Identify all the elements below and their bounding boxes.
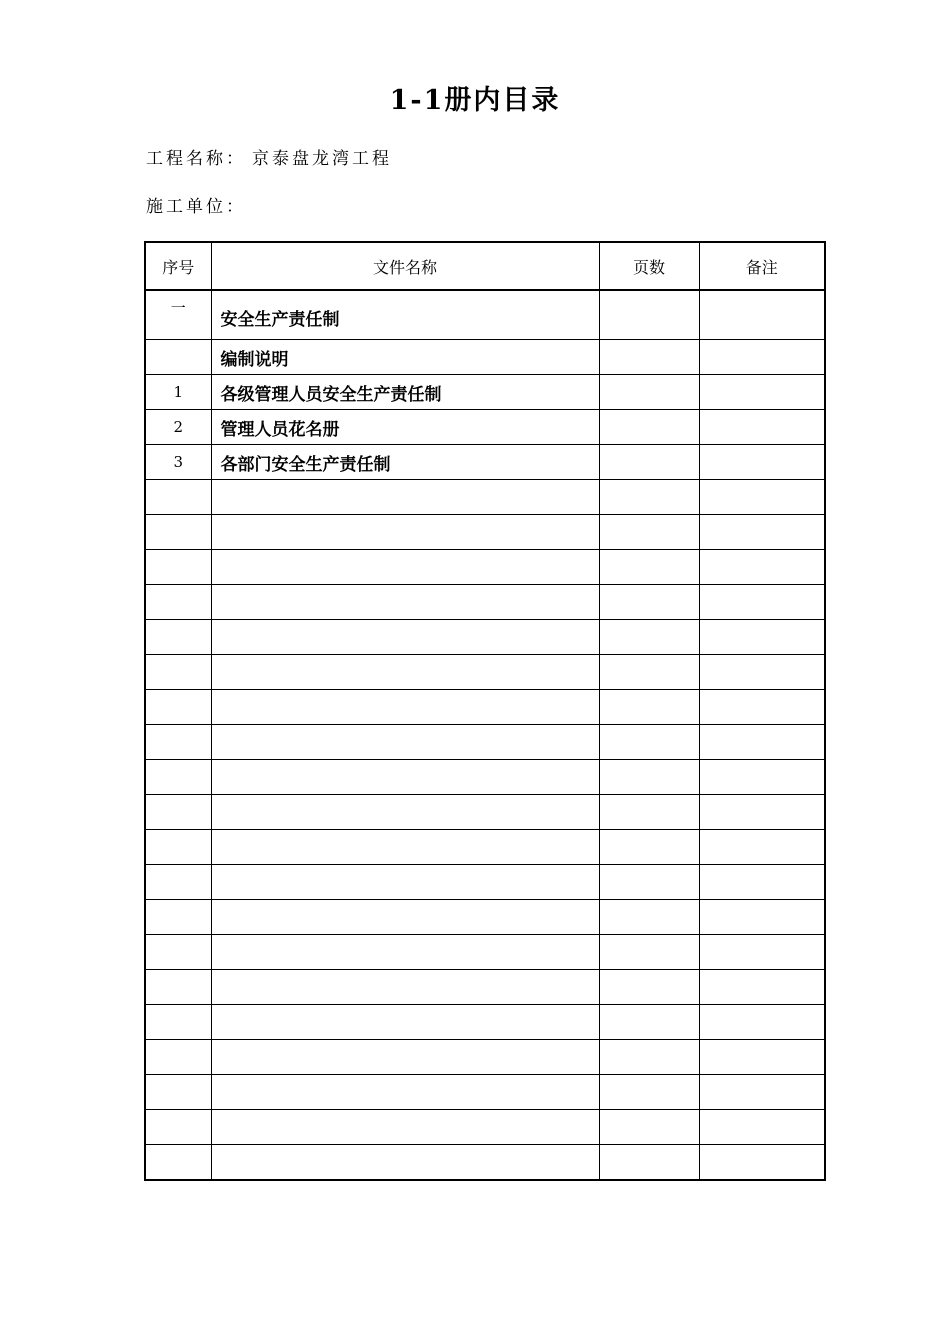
- cell-name: [211, 725, 599, 760]
- cell-name: [211, 795, 599, 830]
- cell-note: [699, 1075, 825, 1110]
- header-no: 序号: [145, 242, 211, 290]
- table-row: [145, 410, 825, 445]
- table-row: [145, 1145, 825, 1181]
- cell-pages: [599, 515, 699, 550]
- table-row: [145, 550, 825, 585]
- cell-no: 1: [145, 375, 211, 410]
- cell-note: [699, 655, 825, 690]
- project-value: 京泰盘龙湾工程: [252, 149, 392, 169]
- cell-pages: [599, 550, 699, 585]
- cell-note: [699, 515, 825, 550]
- cell-note: [699, 550, 825, 585]
- cell-no: 2: [145, 410, 211, 445]
- cell-no: [145, 1040, 211, 1075]
- cell-name: 管理人员花名册: [211, 410, 599, 445]
- unit-label: 施工单位：: [146, 197, 246, 217]
- cell-pages: [599, 900, 699, 935]
- cell-name: [211, 480, 599, 515]
- cell-pages: [599, 410, 699, 445]
- cell-name: [211, 550, 599, 585]
- cell-no: [145, 620, 211, 655]
- cell-name: [211, 655, 599, 690]
- table-row: [145, 970, 825, 1005]
- cell-no: [145, 1005, 211, 1040]
- cell-no: [145, 515, 211, 550]
- cell-pages: [599, 340, 699, 375]
- cell-pages: [599, 795, 699, 830]
- table-row: [145, 725, 825, 760]
- table-row: [145, 690, 825, 725]
- cell-no: [145, 585, 211, 620]
- cell-note: [699, 865, 825, 900]
- cell-note: [699, 900, 825, 935]
- cell-no: [145, 480, 211, 515]
- cell-no: [145, 1145, 211, 1181]
- project-line: [146, 148, 392, 170]
- cell-name: [211, 900, 599, 935]
- page-title: 1-1册内目录: [389, 85, 561, 116]
- cell-name: 编制说明: [211, 340, 599, 375]
- cell-no: [145, 970, 211, 1005]
- table-row: [145, 1040, 825, 1075]
- cell-note: [699, 760, 825, 795]
- table-row: [145, 900, 825, 935]
- cell-note: [699, 1110, 825, 1145]
- cell-note: [699, 585, 825, 620]
- cell-no: [145, 1075, 211, 1110]
- table-body: [145, 290, 825, 1180]
- cell-note: [699, 410, 825, 445]
- cell-name: 安全生产责任制: [211, 290, 599, 340]
- cell-name: [211, 830, 599, 865]
- cell-no: [145, 830, 211, 865]
- cell-no: [145, 725, 211, 760]
- cell-no: [145, 935, 211, 970]
- cell-name: [211, 690, 599, 725]
- cell-pages: [599, 935, 699, 970]
- cell-no: [145, 340, 211, 375]
- cell-name: [211, 865, 599, 900]
- header-note: 备注: [699, 242, 825, 290]
- cell-note: [699, 690, 825, 725]
- cell-note: [699, 290, 825, 340]
- cell-no: 一: [145, 290, 211, 340]
- cell-name: [211, 620, 599, 655]
- unit-line: [146, 196, 252, 218]
- cell-note: [699, 445, 825, 480]
- cell-name: [211, 1040, 599, 1075]
- cell-pages: [599, 445, 699, 480]
- cell-note: [699, 970, 825, 1005]
- cell-pages: [599, 725, 699, 760]
- table-row: [145, 445, 825, 480]
- cell-no: [145, 655, 211, 690]
- cell-pages: [599, 585, 699, 620]
- table-row: [145, 515, 825, 550]
- cell-pages: [599, 1145, 699, 1181]
- cell-note: [699, 480, 825, 515]
- cell-name: [211, 515, 599, 550]
- table-row: [145, 620, 825, 655]
- cell-name: [211, 935, 599, 970]
- project-label: 工程名称：: [146, 149, 246, 169]
- table-row: [145, 1005, 825, 1040]
- cell-note: [699, 1145, 825, 1181]
- header-pages: 页数: [599, 242, 699, 290]
- cell-note: [699, 795, 825, 830]
- cell-pages: [599, 760, 699, 795]
- table-header-row: [145, 242, 825, 290]
- cell-pages: [599, 970, 699, 1005]
- cell-name: [211, 585, 599, 620]
- table-row: [145, 935, 825, 970]
- cell-pages: [599, 480, 699, 515]
- table-row: [145, 655, 825, 690]
- cell-name: [211, 1075, 599, 1110]
- cell-no: [145, 760, 211, 795]
- table-row: [145, 1110, 825, 1145]
- cell-note: [699, 620, 825, 655]
- cell-note: [699, 830, 825, 865]
- cell-pages: [599, 375, 699, 410]
- toc-table: [144, 241, 826, 1181]
- cell-name: 各级管理人员安全生产责任制: [211, 375, 599, 410]
- table-row: [145, 830, 825, 865]
- table-row: [145, 290, 825, 340]
- table-row: [145, 1075, 825, 1110]
- table-row: [145, 760, 825, 795]
- table-row: [145, 340, 825, 375]
- cell-note: [699, 935, 825, 970]
- cell-name: [211, 1145, 599, 1181]
- table-row: [145, 480, 825, 515]
- cell-name: [211, 1005, 599, 1040]
- cell-pages: [599, 830, 699, 865]
- cell-note: [699, 375, 825, 410]
- cell-pages: [599, 1110, 699, 1145]
- cell-name: 各部门安全生产责任制: [211, 445, 599, 480]
- header-name: 文件名称: [211, 242, 599, 290]
- cell-no: [145, 900, 211, 935]
- cell-pages: [599, 655, 699, 690]
- cell-pages: [599, 1040, 699, 1075]
- cell-no: [145, 795, 211, 830]
- cell-pages: [599, 865, 699, 900]
- cell-pages: [599, 1005, 699, 1040]
- cell-no: [145, 865, 211, 900]
- table-row: [145, 865, 825, 900]
- cell-no: [145, 550, 211, 585]
- table-row: [145, 375, 825, 410]
- cell-no: 3: [145, 445, 211, 480]
- cell-pages: [599, 290, 699, 340]
- cell-name: [211, 970, 599, 1005]
- cell-note: [699, 1005, 825, 1040]
- cell-pages: [599, 1075, 699, 1110]
- cell-note: [699, 1040, 825, 1075]
- cell-note: [699, 340, 825, 375]
- cell-pages: [599, 690, 699, 725]
- cell-no: [145, 690, 211, 725]
- table-row: [145, 795, 825, 830]
- cell-name: [211, 1110, 599, 1145]
- cell-name: [211, 760, 599, 795]
- cell-pages: [599, 620, 699, 655]
- cell-note: [699, 725, 825, 760]
- table-row: [145, 585, 825, 620]
- cell-no: [145, 1110, 211, 1145]
